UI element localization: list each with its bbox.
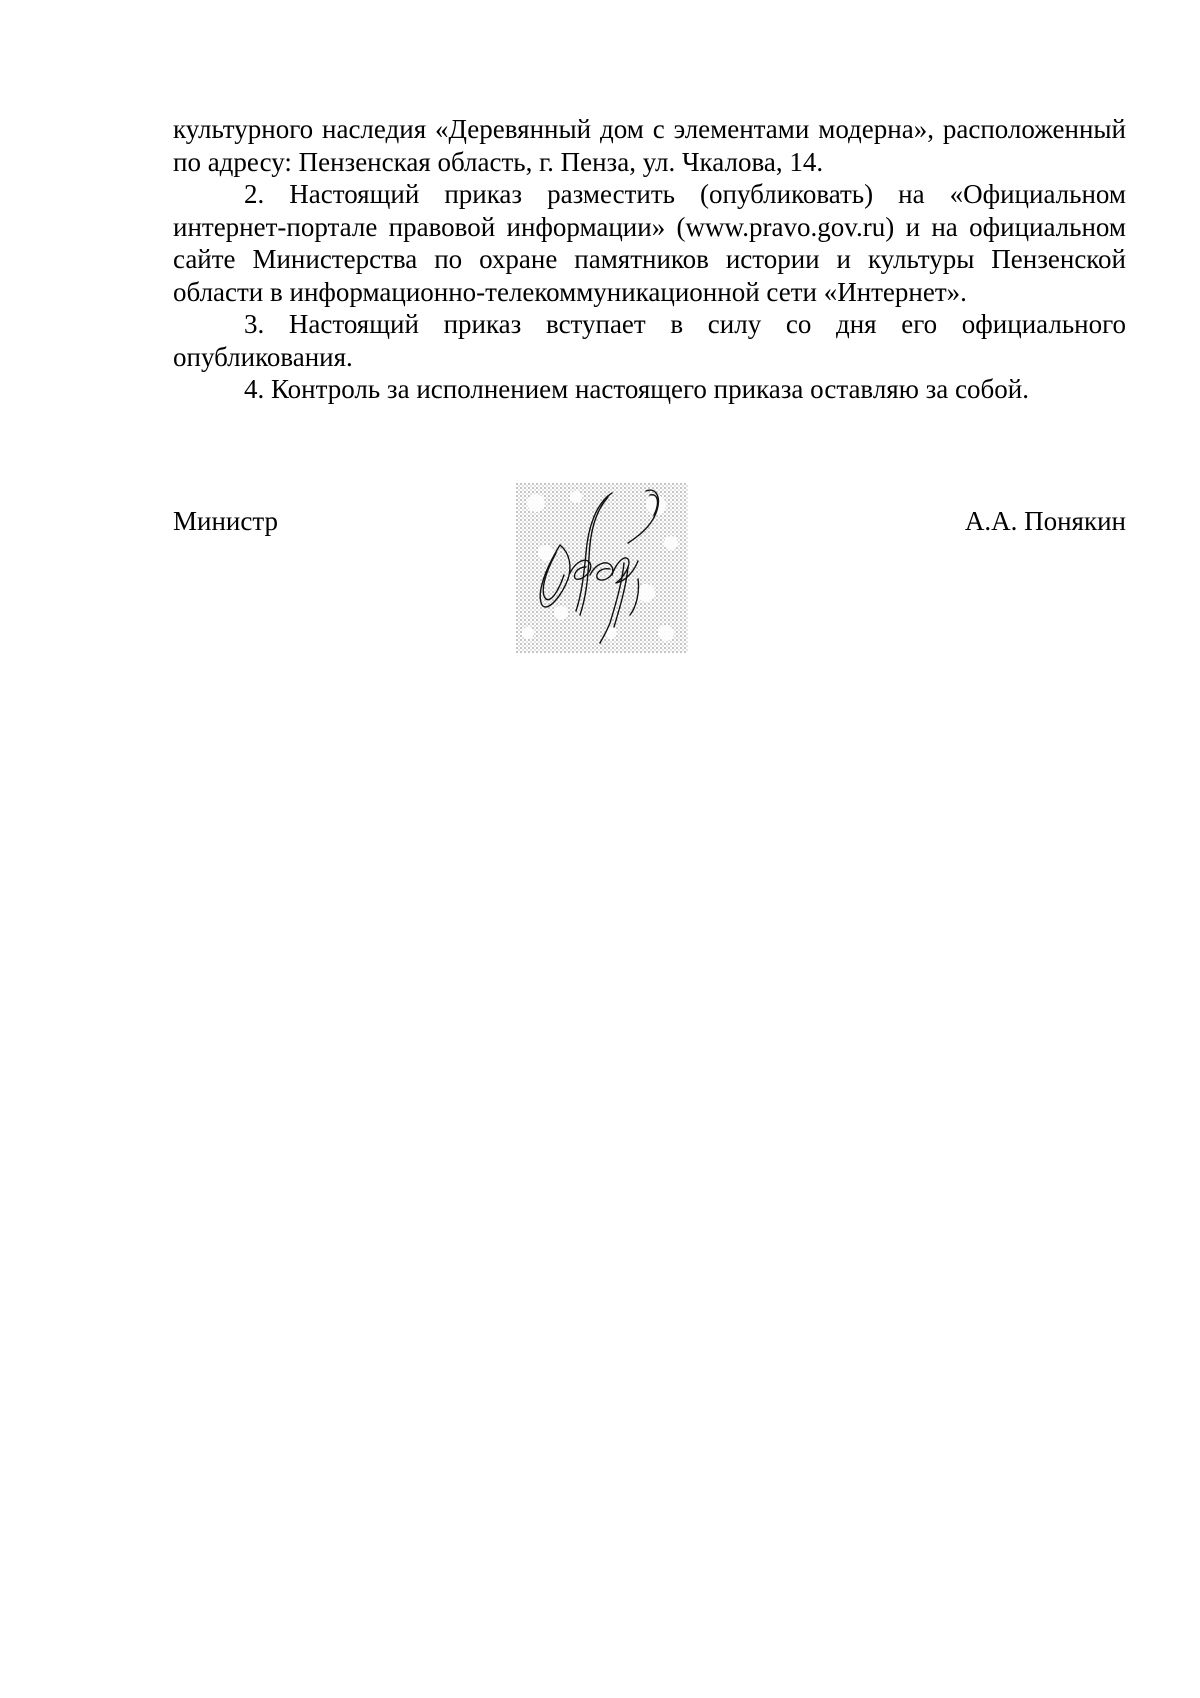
paragraph-publication: 2. Настоящий приказ разместить (опубликовать) на «Официальном интернет-портале правовой информации» (www.pravo.gov.ru) и на официальном сайте Министерства по охране памятников истории и культуры Пензенской области в информационно-телекоммуникационной сети «Интернет». xyxy=(173,179,1126,307)
paragraph-control: 4. Контроль за исполнением настоящего приказа оставляю за собой. xyxy=(244,374,1029,404)
signatory-title: Министр xyxy=(173,506,278,536)
document-body xyxy=(173,113,1126,406)
signature-block xyxy=(173,483,1126,663)
signatory-name: А.А. Понякин xyxy=(964,506,1126,536)
handwritten-signature-image xyxy=(516,483,688,653)
paragraph-effective-date: 3. Настоящий приказ вступает в силу со дня его официального опубликования. xyxy=(173,309,1126,372)
paragraph-continuation: культурного наследия «Деревянный дом с элементами модерна», расположенный по адресу: Пензенская область, г. Пенза, ул. Чкалова, 14. xyxy=(173,114,1126,177)
